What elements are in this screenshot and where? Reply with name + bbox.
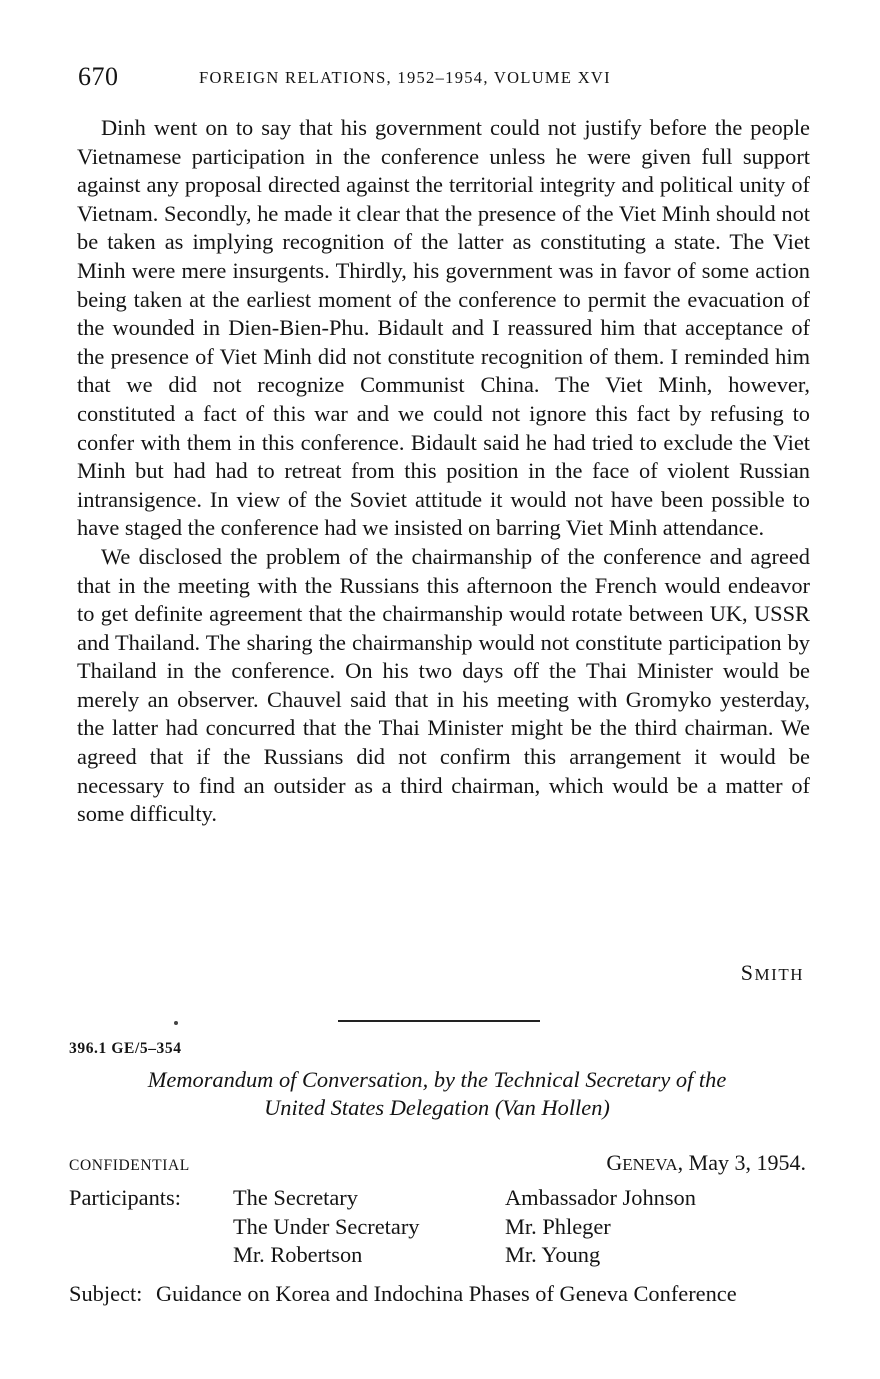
stray-mark — [174, 1021, 178, 1025]
dateline-place: GENEVA — [606, 1150, 678, 1175]
classification-marking: CONFIDENTIAL — [69, 1157, 190, 1174]
participant-name: Ambassador Johnson — [505, 1185, 696, 1210]
title-line: Memorandum of Conversation, by the Technical Secretary of the — [147, 1067, 727, 1092]
section-divider — [338, 1020, 540, 1022]
participants-label: Participants: — [69, 1185, 181, 1210]
subject-line — [69, 1281, 804, 1306]
dateline: GENEVA, May 3, 1954. — [606, 1150, 806, 1175]
paragraph: Dinh went on to say that his government could not justify before the people Vietnamese participation in the conference unless he were given full support against any proposal directed against the territorial integrity and political unity of Vietnam. Secondly, he made it clear that the presence of the Viet Minh should not be taken as implying recognition of the latter as constituting a state. The Viet Minh were mere insurgents. Thirdly, his government was in favor of some action being taken at the earliest moment of the conference to permit the evacuation of the wounded in Dien-Bien-Phu. Bidault and I reassured him that acceptance of the presence of Viet Minh did not constitute recognition of them. I reminded him that we did not recognize Communist China. The Viet Minh, however, constituted a fact of this war and we could not ignore this fact by refusing to confer with them in this conference. Bidault said he had tried to exclude the Viet Minh but had had to retreat from this position in the face of violent Russian intransigence. In view of the Soviet attitude it would not have been possible to have staged the conference had we insisted on barring Viet Minh attendance. — [77, 115, 810, 541]
document-title — [67, 1066, 807, 1122]
participant-name: The Secretary — [233, 1185, 358, 1210]
page-header — [78, 62, 806, 96]
participant-name: The Under Secretary — [233, 1213, 420, 1239]
page-number: 670 — [78, 62, 119, 91]
body-text — [77, 114, 810, 829]
subject-label: Subject: — [69, 1281, 143, 1306]
running-head: FOREIGN RELATIONS, 1952–1954, VOLUME XVI — [199, 68, 611, 87]
paragraph: We disclosed the problem of the chairmanship of the conference and agreed that in the meeting with the Russians this afternoon the French would endeavor to get definite agreement that the chairmanship would rotate between UK, USSR and Thailand. The sharing the chairmanship would not constitute participation by Thailand in the conference. On his two days off the Thai Minister would be merely an observer. Chauvel said that in his meeting with Gromyko yesterday, the latter had concurred that the Thai Minister might be the third chairman. We agreed that if the Russians did not confirm this arrangement it would be necessary to find an outsider as a third chairman, which would be a matter of some difficulty. — [77, 543, 810, 827]
signature-text: SMITH — [740, 960, 804, 985]
participants-column-2 — [505, 1184, 696, 1270]
title-line: United States Delegation (Van Hollen) — [264, 1095, 610, 1120]
participant-name: Mr. Young — [505, 1242, 601, 1268]
participant-name: Mr. Robertson — [233, 1242, 363, 1268]
file-reference: 396.1 GE/5–354 — [69, 1040, 182, 1057]
participant-name: Mr. Phleger — [505, 1213, 611, 1239]
participants-column-1 — [233, 1184, 420, 1270]
dateline-date: May 3, 1954. — [688, 1150, 806, 1175]
subject-text: Guidance on Korea and Indochina Phases of Geneva Conference — [156, 1281, 737, 1306]
signature — [741, 960, 804, 986]
